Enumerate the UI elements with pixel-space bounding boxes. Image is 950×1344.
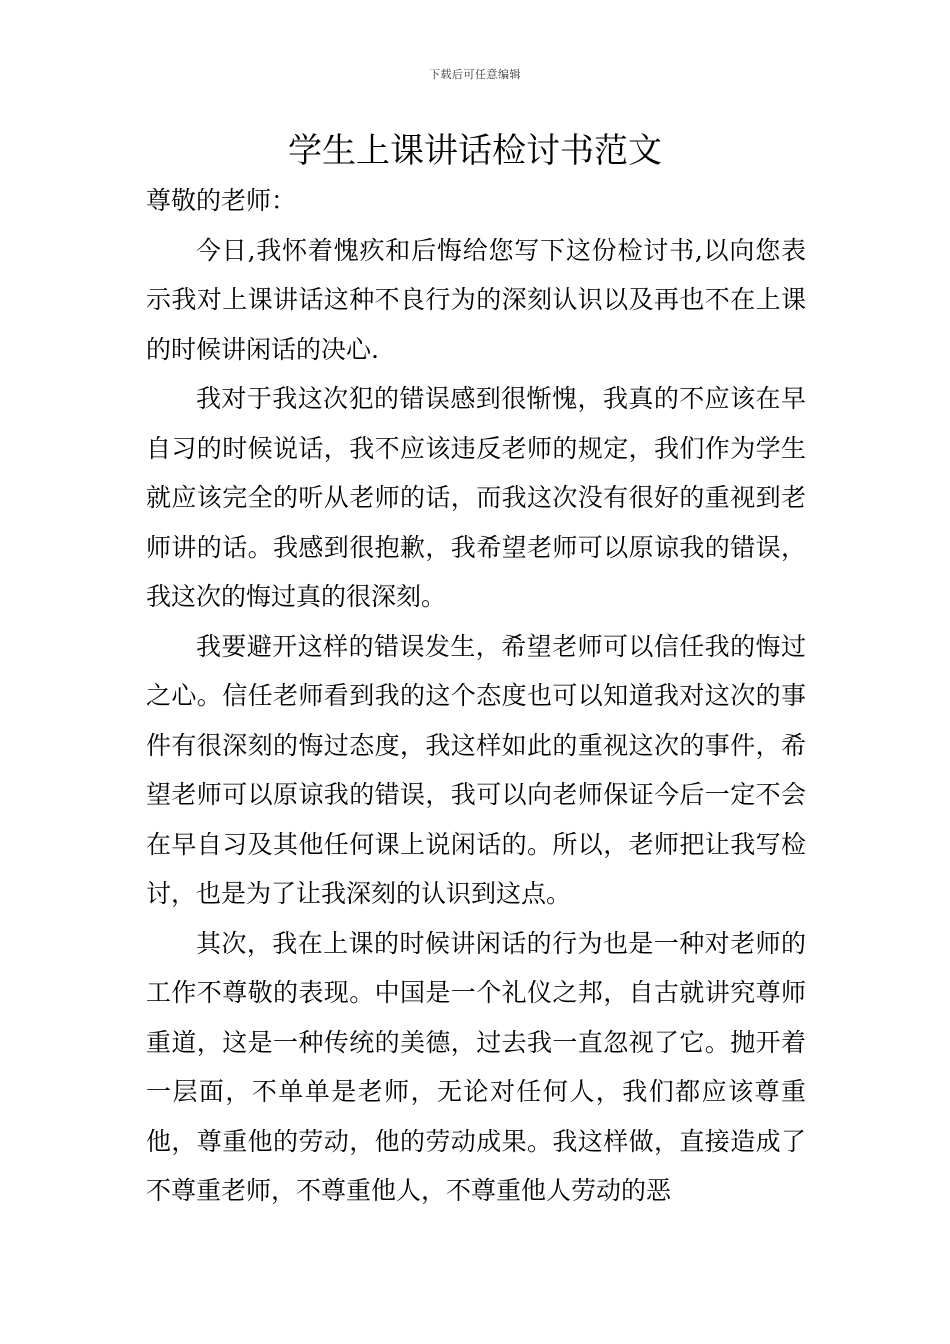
paragraph-1: 今日,我怀着愧疚和后悔给您写下这份检讨书,以向您表示我对上课讲话这种不良行为的深刻认识以及再也不在上课的时候讲闲话的决心. [146,235,806,364]
salutation: 尊敬的老师： [146,186,297,215]
document-title: 学生上课讲话检讨书范文 [288,131,662,171]
document-body [146,176,806,1216]
paragraph-2: 我对于我这次犯的错误感到很惭愧，我真的不应该在早自习的时候说话，我不应该违反老师的规定，我们作为学生就应该完全的听从老师的话，而我这次没有很好的重视到老师讲的话。我感到很抱歉，我希望老师可以原谅我的错误，我这次的悔过真的很深刻。 [146,384,806,611]
paragraph-3: 我要避开这样的错误发生，希望老师可以信任我的悔过之心。信任老师看到我的这个态度也可以知道我对这次的事件有很深刻的悔过态度，我这样如此的重视这次的事件，希望老师可以原谅我的错误，我可以向老师保证今后一定不会在早自习及其他任何课上说闲话的。所以，老师把让我写检讨，也是为了让我深刻的认识到这点。 [146,631,806,908]
header-note: 下载后可任意编辑 [429,68,521,81]
paragraph-4: 其次，我在上课的时候讲闲话的行为也是一种对老师的工作不尊敬的表现。中国是一个礼仪之邦，自古就讲究尊师重道，这是一种传统的美德，过去我一直忽视了它。抛开着一层面，不单单是老师，无论对任何人，我们都应该尊重他，尊重他的劳动，他的劳动成果。我这样做，直接造成了不尊重老师，不尊重他人，不尊重他人劳动的恶 [146,928,806,1205]
